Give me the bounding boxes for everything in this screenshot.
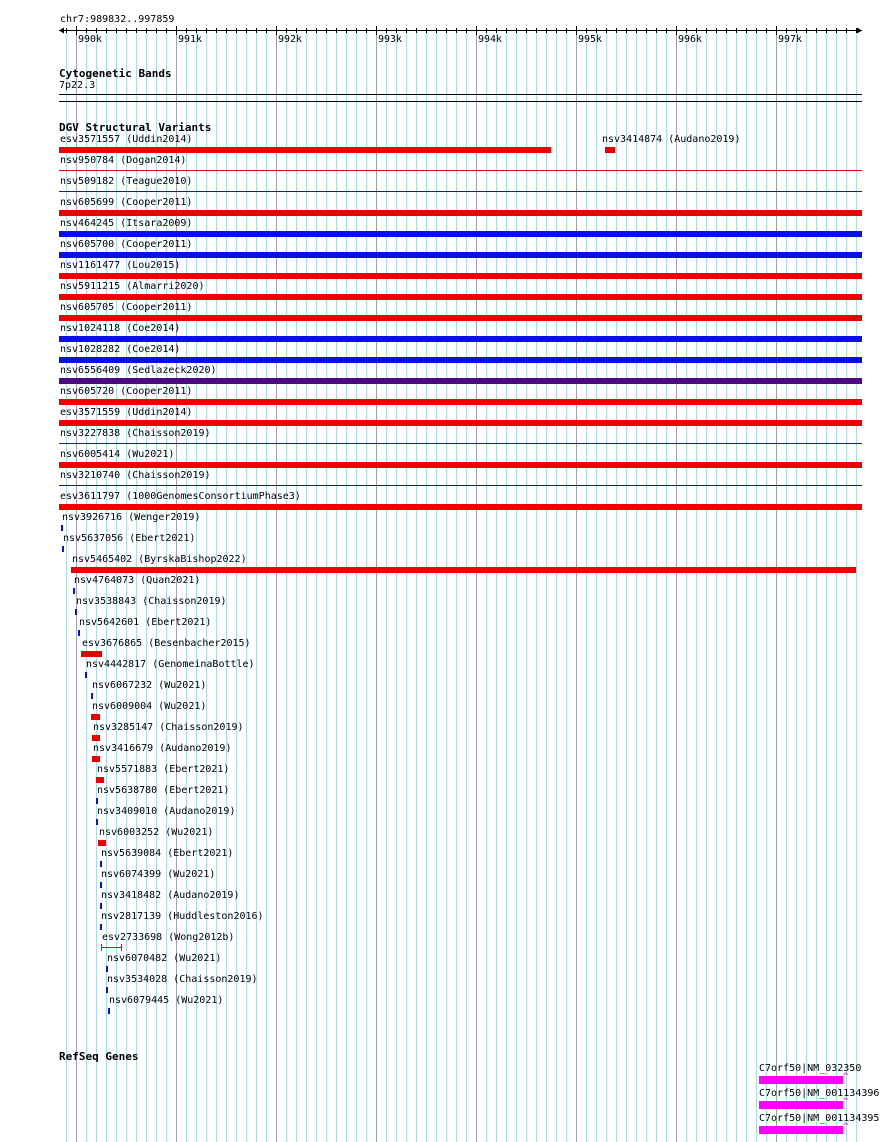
sv-feature-glyph[interactable] [59,336,862,342]
sv-feature-glyph[interactable] [59,485,862,486]
sv-feature-label[interactable]: nsv6556409 (Sedlazeck2020) [60,365,217,376]
sv-feature-glyph[interactable] [73,588,75,594]
sv-feature-label[interactable]: esv3611797 (1000GenomesConsortiumPhase3) [60,491,301,502]
sv-feature-label[interactable]: nsv464245 (Itsara2009) [60,218,193,229]
gene-strand-icon: ^ [843,1122,849,1132]
ruler-tick-label: 992k [278,34,303,45]
cytoband-line [59,94,862,95]
sv-feature-glyph[interactable] [59,210,862,216]
dgv-track-title: DGV Structural Variants [59,121,212,134]
sv-feature-glyph[interactable] [59,273,862,279]
gene-label[interactable]: C7orf50|NM_001134396 [759,1088,880,1099]
ruler-left-arrow [59,28,64,34]
cytoband-label[interactable]: 7p22.3 [59,80,96,91]
gene-glyph[interactable] [759,1101,843,1109]
sv-feature-glyph[interactable] [85,672,87,678]
sv-feature-label[interactable]: nsv5639084 (Ebert2021) [101,848,234,859]
sv-feature-glyph[interactable] [59,378,862,384]
ruler-tick-label: 995k [578,34,603,45]
sv-feature-label[interactable]: nsv6005414 (Wu2021) [60,449,175,460]
sv-feature-label[interactable]: nsv6070482 (Wu2021) [107,953,222,964]
ruler-tick-label: 994k [478,34,503,45]
sv-feature-glyph[interactable] [59,443,862,444]
sv-feature-label[interactable]: nsv6009004 (Wu2021) [92,701,207,712]
gene-strand-icon: ^ [843,1097,849,1107]
sv-feature-glyph[interactable] [92,756,100,762]
sv-feature-glyph[interactable] [61,525,63,531]
gene-label[interactable]: C7orf50|NM_001134395 [759,1113,880,1124]
ruler-right-arrow [857,28,862,34]
sv-feature-label[interactable]: nsv605699 (Cooper2011) [60,197,193,208]
sv-feature-glyph[interactable] [59,504,862,510]
sv-feature-label[interactable]: esv3571557 (Uddin2014) [60,134,193,145]
sv-feature-glyph[interactable] [59,191,862,192]
sv-feature-label[interactable]: nsv6067232 (Wu2021) [92,680,207,691]
sv-feature-label[interactable]: nsv6079445 (Wu2021) [109,995,224,1006]
sv-feature-glyph[interactable] [78,630,80,636]
sv-feature-label[interactable]: nsv2817139 (Huddleston2016) [101,911,264,922]
sv-feature-label[interactable]: nsv3534028 (Chaisson2019) [107,974,258,985]
sv-feature-label[interactable]: nsv5911215 (Almarri2020) [60,281,205,292]
sv-feature-label[interactable]: nsv3538843 (Chaisson2019) [76,596,227,607]
sv-feature-label[interactable]: nsv509182 (Teague2010) [60,176,193,187]
sv-feature-label[interactable]: nsv1161477 (Lou2015) [60,260,181,271]
sv-feature-glyph[interactable] [59,294,862,300]
gene-label[interactable]: C7orf50|NM_032350 [759,1063,862,1074]
sv-feature-label[interactable]: nsv605700 (Cooper2011) [60,239,193,250]
gene-glyph[interactable] [759,1076,843,1084]
sv-feature-label[interactable]: nsv6003252 (Wu2021) [99,827,214,838]
sv-feature-label[interactable]: nsv3414874 (Audano2019) [602,134,741,145]
sv-feature-label[interactable]: nsv5638780 (Ebert2021) [97,785,230,796]
sv-feature-glyph[interactable] [106,966,108,972]
sv-feature-label[interactable]: nsv950784 (Dogan2014) [60,155,187,166]
sv-feature-glyph[interactable] [96,798,98,804]
sv-feature-label[interactable]: nsv5637056 (Ebert2021) [63,533,196,544]
sv-feature-label[interactable]: nsv3416679 (Audano2019) [93,743,232,754]
ruler-tick-label: 996k [678,34,703,45]
sv-feature-label[interactable]: nsv5642601 (Ebert2021) [79,617,212,628]
sv-feature-glyph[interactable] [59,315,862,321]
sv-feature-glyph[interactable] [108,1008,110,1014]
sv-feature-label[interactable]: esv3676865 (Besenbacher2015) [82,638,251,649]
track-divider [59,101,862,102]
sv-range-line [102,947,121,948]
sv-feature-glyph[interactable] [59,252,862,258]
sv-feature-glyph[interactable] [59,420,862,426]
ruler-tick-label: 993k [378,34,403,45]
sv-feature-label[interactable]: nsv3210740 (Chaisson2019) [60,470,211,481]
sv-feature-glyph[interactable] [92,735,100,741]
sv-feature-glyph[interactable] [100,903,102,909]
sv-feature-glyph[interactable] [59,147,551,153]
sv-feature-glyph[interactable] [91,714,100,720]
sv-feature-glyph[interactable] [59,357,862,363]
sv-feature-glyph[interactable] [100,861,102,867]
sv-feature-label[interactable]: nsv3227838 (Chaisson2019) [60,428,211,439]
ruler-tick-label: 997k [778,34,803,45]
sv-feature-glyph[interactable] [91,693,93,699]
sv-feature-label[interactable]: nsv3418482 (Audano2019) [101,890,240,901]
sv-feature-label[interactable]: nsv5571883 (Ebert2021) [97,764,230,775]
sv-feature-label[interactable]: nsv4442817 (GenomeinaBottle) [86,659,255,670]
sv-feature-glyph[interactable] [96,777,104,783]
gene-glyph[interactable] [759,1126,843,1134]
sv-feature-glyph[interactable] [100,882,102,888]
sv-feature-glyph[interactable] [71,567,856,573]
sv-feature-glyph[interactable] [100,924,102,930]
sv-feature-label[interactable]: nsv605705 (Cooper2011) [60,302,193,313]
sv-feature-label[interactable]: nsv3926716 (Wenger2019) [62,512,201,523]
sv-feature-glyph[interactable] [96,819,98,825]
sv-feature-label[interactable]: nsv4764073 (Quan2021) [74,575,201,586]
sv-feature-label[interactable]: nsv1024118 (Coe2014) [60,323,181,334]
sv-feature-label[interactable]: nsv6074399 (Wu2021) [101,869,216,880]
sv-feature-label[interactable]: nsv3285147 (Chaisson2019) [93,722,244,733]
refseq-track-title: RefSeq Genes [59,1050,139,1063]
sv-feature-label[interactable]: esv2733698 (Wong2012b) [102,932,235,943]
gene-strand-icon: ^ [843,1072,849,1082]
sv-feature-label[interactable]: nsv1028282 (Coe2014) [60,344,181,355]
ruler-tick-label: 991k [178,34,203,45]
sv-feature-glyph[interactable] [59,399,862,405]
sv-feature-glyph[interactable] [59,462,862,468]
sv-feature-label[interactable]: nsv3409010 (Audano2019) [97,806,236,817]
sv-feature-glyph[interactable] [98,840,106,846]
sv-feature-glyph[interactable] [62,546,64,552]
locus-label: chr7:989832..997859 [60,14,175,25]
sv-feature-glyph[interactable] [106,987,108,993]
sv-feature-glyph[interactable] [59,170,862,171]
sv-feature-glyph[interactable] [75,609,77,615]
sv-feature-glyph[interactable] [605,147,615,153]
sv-feature-glyph[interactable] [101,944,122,951]
ruler-tick-label: 990k [78,34,103,45]
sv-feature-glyph[interactable] [59,231,862,237]
sv-feature-label[interactable]: nsv605720 (Cooper2011) [60,386,193,397]
sv-feature-label[interactable]: esv3571559 (Uddin2014) [60,407,193,418]
sv-feature-glyph[interactable] [81,651,102,657]
cytoband-track-title: Cytogenetic Bands [59,67,172,80]
sv-feature-label[interactable]: nsv5465402 (ByrskaBishop2022) [72,554,247,565]
